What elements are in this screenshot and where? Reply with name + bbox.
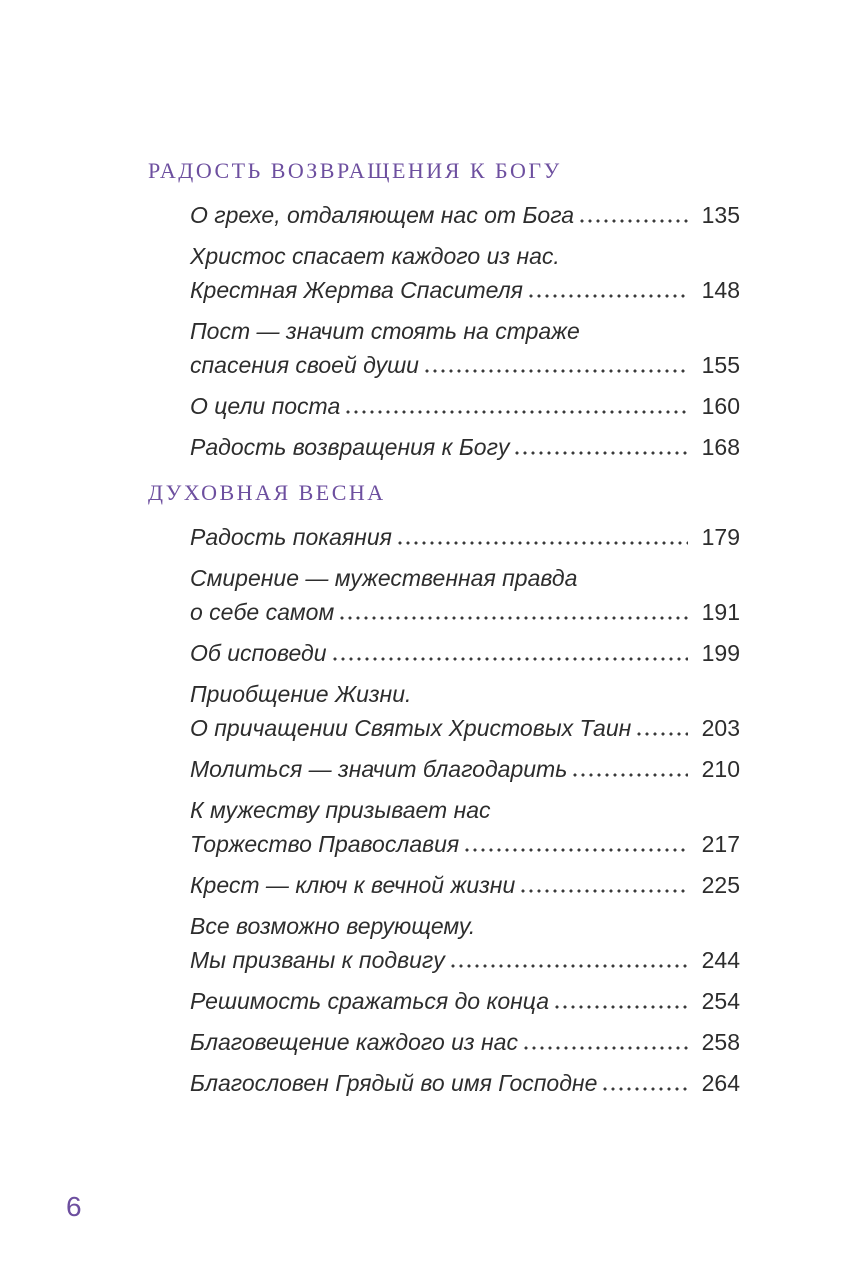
toc-entry[interactable] bbox=[190, 561, 740, 629]
section-entries bbox=[190, 520, 740, 1100]
entry-title: Об исповеди bbox=[190, 640, 327, 666]
entry-title-line bbox=[190, 430, 740, 464]
entry-title-line bbox=[190, 239, 740, 273]
toc-entry[interactable] bbox=[190, 198, 740, 232]
entry-page-number: 160 bbox=[701, 393, 740, 419]
entry-title: Крестная Жертва Спасителя bbox=[190, 277, 523, 303]
toc-section bbox=[148, 478, 740, 1100]
entry-title-line bbox=[190, 793, 740, 827]
entry-title-line bbox=[190, 1025, 740, 1059]
entry-title-line bbox=[190, 273, 740, 307]
entry-page-number: 254 bbox=[701, 988, 740, 1014]
toc-entry[interactable] bbox=[190, 636, 740, 670]
table-of-contents bbox=[148, 156, 740, 1107]
toc-entry[interactable] bbox=[190, 1025, 740, 1059]
entry-page-number: 225 bbox=[701, 872, 740, 898]
toc-entry[interactable] bbox=[190, 520, 740, 554]
dot-leader bbox=[338, 603, 688, 620]
entry-title: О цели поста bbox=[190, 393, 341, 419]
entry-title-line bbox=[190, 909, 740, 943]
folio-page-number: 6 bbox=[66, 1191, 82, 1222]
entry-title: Молиться — значит благодарить bbox=[190, 756, 568, 782]
dot-leader bbox=[519, 876, 688, 893]
dot-leader bbox=[527, 281, 688, 298]
entry-title: Радость покаяния bbox=[190, 524, 392, 550]
entry-title-line bbox=[190, 198, 740, 232]
entry-page-number: 244 bbox=[701, 947, 740, 973]
dot-leader bbox=[553, 992, 688, 1009]
entry-page-number: 264 bbox=[701, 1070, 740, 1096]
entry-title-line bbox=[190, 314, 740, 348]
toc-section bbox=[148, 156, 740, 464]
toc-entry[interactable] bbox=[190, 430, 740, 464]
entry-page-number: 203 bbox=[701, 715, 740, 741]
dot-leader bbox=[601, 1074, 688, 1091]
entry-title: Благовещение каждого из нас bbox=[190, 1029, 518, 1055]
entry-title-line bbox=[190, 677, 740, 711]
toc-entry[interactable] bbox=[190, 752, 740, 786]
entry-title-line bbox=[190, 943, 740, 977]
toc-entry[interactable] bbox=[190, 868, 740, 902]
dot-leader bbox=[513, 438, 688, 455]
entry-title: Все возможно верующему. bbox=[190, 913, 476, 939]
entry-title: Решимость сражаться до конца bbox=[190, 988, 549, 1014]
toc-entry[interactable] bbox=[190, 677, 740, 745]
entry-title: Благословен Грядый во имя Господне bbox=[190, 1070, 598, 1096]
entry-title: К мужеству призывает нас bbox=[190, 797, 491, 823]
section-entries bbox=[190, 198, 740, 464]
section-title: ДУХОВНАЯ ВЕСНА bbox=[148, 480, 386, 505]
entry-title: Крест — ключ к вечной жизни bbox=[190, 872, 516, 898]
entry-title-line bbox=[190, 520, 740, 554]
dot-leader bbox=[331, 644, 689, 661]
entry-page-number: 217 bbox=[701, 831, 740, 857]
entry-title: Торжество Православия bbox=[190, 831, 460, 857]
dot-leader bbox=[635, 719, 688, 736]
entry-title-line bbox=[190, 984, 740, 1018]
entry-title-line bbox=[190, 752, 740, 786]
entry-page-number: 135 bbox=[701, 202, 740, 228]
toc-entry[interactable] bbox=[190, 909, 740, 977]
entry-title-line bbox=[190, 595, 740, 629]
entry-title: Мы призваны к подвигу bbox=[190, 947, 445, 973]
section-title: РАДОСТЬ ВОЗВРАЩЕНИЯ К БОГУ bbox=[148, 158, 562, 183]
entry-page-number: 155 bbox=[701, 352, 740, 378]
dot-leader bbox=[522, 1033, 688, 1050]
entry-title-line bbox=[190, 711, 740, 745]
entry-page-number: 148 bbox=[701, 277, 740, 303]
entry-title-line bbox=[190, 389, 740, 423]
entry-page-number: 199 bbox=[701, 640, 740, 666]
toc-entry[interactable] bbox=[190, 239, 740, 307]
entry-page-number: 258 bbox=[701, 1029, 740, 1055]
dot-leader bbox=[463, 835, 688, 852]
toc-entry[interactable] bbox=[190, 984, 740, 1018]
entry-title: Христос спасает каждого из нас. bbox=[190, 243, 560, 269]
entry-page-number: 191 bbox=[701, 599, 740, 625]
entry-title: о себе самом bbox=[190, 599, 335, 625]
entry-title-line bbox=[190, 636, 740, 670]
entry-title-line bbox=[190, 348, 740, 382]
toc-entry[interactable] bbox=[190, 1066, 740, 1100]
entry-title: О причащении Святых Христовых Таин bbox=[190, 715, 632, 741]
entry-title: О грехе, отдаляющем нас от Бога bbox=[190, 202, 575, 228]
entry-title: спасения своей души bbox=[190, 352, 419, 378]
dot-leader bbox=[578, 206, 688, 223]
entry-title-line bbox=[190, 827, 740, 861]
toc-entry[interactable] bbox=[190, 793, 740, 861]
dot-leader bbox=[449, 951, 688, 968]
entry-title-line bbox=[190, 561, 740, 595]
dot-leader bbox=[423, 356, 688, 373]
entry-title-line bbox=[190, 1066, 740, 1100]
entry-page-number: 210 bbox=[701, 756, 740, 782]
entry-title: Радость возвращения к Богу bbox=[190, 434, 510, 460]
entry-title: Пост — значит стоять на страже bbox=[190, 318, 580, 344]
entry-title: Приобщение Жизни. bbox=[190, 681, 412, 707]
dot-leader bbox=[344, 397, 688, 414]
dot-leader bbox=[571, 760, 688, 777]
entry-page-number: 179 bbox=[701, 524, 740, 550]
entry-title: Смирение — мужественная правда bbox=[190, 565, 578, 591]
toc-entry[interactable] bbox=[190, 314, 740, 382]
entry-title-line bbox=[190, 868, 740, 902]
entry-page-number: 168 bbox=[701, 434, 740, 460]
dot-leader bbox=[396, 528, 688, 545]
toc-entry[interactable] bbox=[190, 389, 740, 423]
